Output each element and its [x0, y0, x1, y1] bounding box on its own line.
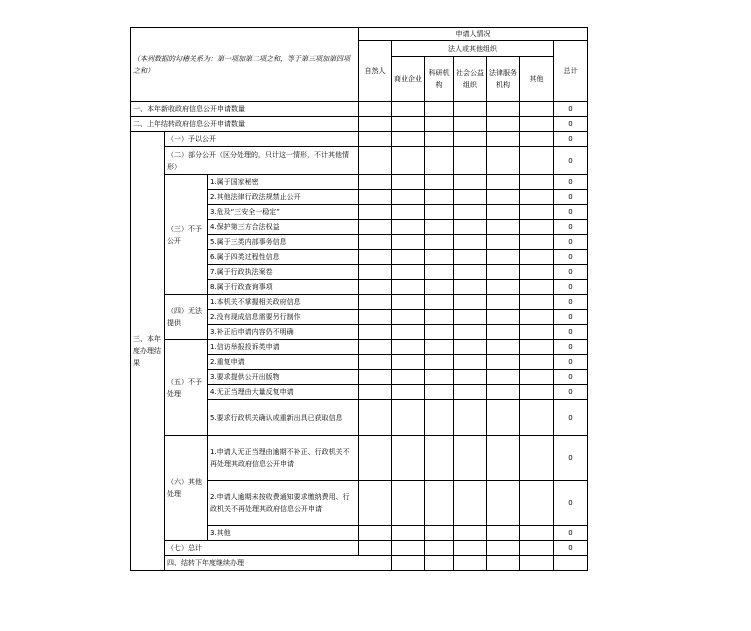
row-new: 一、本年新收政府信息公开申请数量	[131, 102, 359, 117]
total-cell: 0	[554, 436, 588, 481]
header-research: 科研机构	[425, 57, 454, 102]
list-item: 1.属于国家秘密	[208, 175, 359, 190]
list-item: 8.属于行政查询事项	[208, 280, 359, 295]
list-item: 2.其他法律行政法规禁止公开	[208, 190, 359, 205]
total-cell: 0	[554, 265, 588, 280]
total-cell: 0	[554, 190, 588, 205]
total-cell: 0	[554, 481, 588, 526]
header-legal: 法律服务机构	[487, 57, 520, 102]
row-carried: 二、上年结转政府信息公开申请数量	[131, 117, 359, 132]
list-item: 1.申请人无正当理由逾期不补正、行政机关不再处理其政府信息公开申请	[208, 436, 359, 481]
list-item: 1.本机关不掌握相关政府信息	[208, 295, 359, 310]
total-cell: 0	[554, 541, 588, 556]
total-cell: 0	[554, 205, 588, 220]
total-cell: 0	[554, 132, 588, 147]
row-not-public: （三）不予公开	[165, 175, 208, 295]
total-cell: 0	[554, 117, 588, 132]
total-cell: 0	[554, 147, 588, 175]
total-cell: 0	[554, 280, 588, 295]
total-cell: 0	[554, 385, 588, 400]
header-applicant: 申请人情况	[359, 28, 588, 41]
list-item: 3.危及“三安全一稳定”	[208, 205, 359, 220]
table-note: （本列数据的勾稽关系为：第一项加第二项之和，等于第三项加第四项之和）	[131, 28, 359, 102]
total-cell: 0	[554, 310, 588, 325]
list-item: 6.属于四类过程性信息	[208, 250, 359, 265]
total-cell: 0	[554, 526, 588, 541]
total-cell: 0	[554, 340, 588, 355]
list-item: 2.重复申请	[208, 355, 359, 370]
gov-info-table	[130, 27, 588, 571]
total-cell: 0	[554, 250, 588, 265]
total-cell: 0	[554, 325, 588, 340]
list-item: 2.没有现成信息需要另行制作	[208, 310, 359, 325]
list-item: 1.信访举报投诉类申请	[208, 340, 359, 355]
row-results: 三、本年度办理结果	[131, 132, 165, 571]
row-partial: （二）部分公开（区分处理的，只计这一情形，不计其他情形）	[165, 147, 359, 175]
list-item: 2.申请人逾期未按收费通知要求缴纳费用、行政机关不再处理其政府信息公开申请	[208, 481, 359, 526]
header-social: 社会公益组织	[454, 57, 487, 102]
list-item: 5.要求行政机关确认或重新出具已获取信息	[208, 400, 359, 436]
header-other: 其他	[520, 57, 554, 102]
row-public: （一）予以公开	[165, 132, 359, 147]
list-item: 5.属于三类内部事务信息	[208, 235, 359, 250]
row-unavailable: （四）无法提供	[165, 295, 208, 340]
total-cell: 0	[554, 355, 588, 370]
list-item: 4.无正当理由大量反复申请	[208, 385, 359, 400]
header-commercial: 商业企业	[392, 57, 425, 102]
list-item: 4.保护第三方合法权益	[208, 220, 359, 235]
header-corp: 法人或其他组织	[392, 41, 554, 57]
total-cell: 0	[554, 370, 588, 385]
header-natural: 自然人	[359, 41, 392, 102]
total-cell: 0	[554, 235, 588, 250]
total-cell: 0	[554, 175, 588, 190]
list-item: 3.补正后申请内容仍不明确	[208, 325, 359, 340]
total-cell: 0	[554, 400, 588, 436]
list-item: 3.要求提供公开出版物	[208, 370, 359, 385]
total-cell: 0	[554, 295, 588, 310]
total-cell: 0	[554, 220, 588, 235]
header-total: 总计	[554, 41, 588, 102]
row-not-processed: （五）不予处理	[165, 340, 208, 436]
list-item: 3.其他	[208, 526, 359, 541]
total-cell: 0	[554, 102, 588, 117]
row-carry-next: 四、结转下年度继续办理	[165, 556, 392, 571]
list-item: 7.属于行政执法案卷	[208, 265, 359, 280]
row-subtotal: （七）总计	[165, 541, 359, 556]
row-other-handling: （六）其他处理	[165, 436, 208, 541]
